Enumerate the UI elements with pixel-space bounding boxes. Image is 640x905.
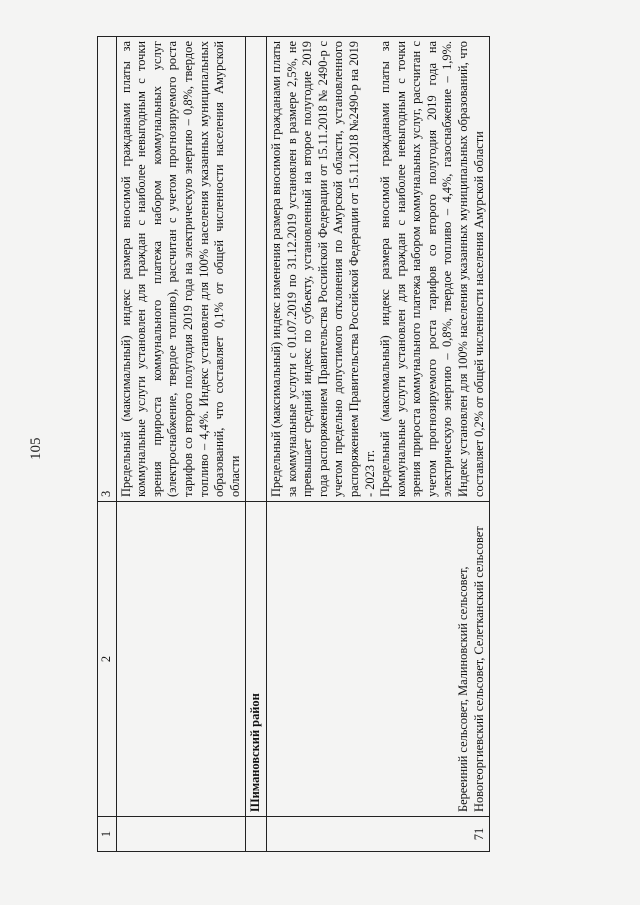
index-paragraph-1: Предельный (максимальный) индекс изменения размера вносимой гражданами платы за коммунальные услуги с 01.07.2019 по 31.12.2019 установлен в размере 2,5%, не превышает средний индекс по субъекту, установленный на второе полугодие 2019 года распоряжением Правительства Российской Федерации от 15.11.2018 № 2490-р с учетом предельно допустимого отклонения по Амурской области, установленного распоряжением Правительства Российской Федерации от 15.11.2018 №2490-р на 2019 - 2023 гг.: [268, 41, 377, 497]
table-header-row: [98, 37, 117, 852]
continued-row-settlements-cell: [116, 502, 246, 817]
continued-row-number-cell: [116, 817, 246, 852]
continued-row-description: Предельный (максимальный) индекс размера вносимой гражданами платы за коммунальные услуги установлен для граждан с наиболее невыгодным с точки зрения прироста коммунального платежа набором коммунальных услуг (электроснабжение, твердое топливо), рассчитан с учетом прогнозируемого роста тарифов со второго полугодия 2019 года на электрическую энергию – 0,8%, твердое топливо – 4,4%. Индекс установлен для 100% населения указанных муниципальных образований, что составляет 0,1% от общей численности населения Амурской области: [116, 37, 246, 502]
settlements-list: Берееиний сельсовет, Малиновский сельсовет, Новогеоргиевский сельсовет, Селетканский сельсовет: [266, 502, 489, 817]
column-header-2: 2: [98, 502, 117, 817]
table-row-district: [246, 37, 267, 852]
rotated-table-container: [97, 41, 610, 852]
district-row-number-cell: [246, 817, 267, 852]
district-row-empty-cell: [246, 37, 267, 502]
row-number: 71: [266, 817, 489, 852]
page-number: 105: [28, 437, 44, 460]
table-row: [266, 37, 489, 852]
table-row-continued: [116, 37, 246, 852]
column-header-3: 3: [98, 37, 117, 502]
row-description-cell: [266, 37, 489, 502]
district-name: Шимановский район: [246, 502, 267, 817]
column-header-1: 1: [98, 817, 117, 852]
index-paragraph-2: Предельный (максимальный) индекс размера вносимой гражданами платы за коммунальные услуги установлен для граждан с наиболее невыгодным с точки зрения прироста коммунального платежа набором коммунальных услуг, рассчитан с учетом прогнозируемого роста тарифов со второго полугодия 2019 года на электрическую энергию – 0,8%, твердое топливо – 4,4%, газоснабжение – 1,9%. Индекс установлен для 100% населения указанных муниципальных образований, что составляет 0,2% от общей численности населения Амурской области: [378, 41, 486, 497]
tariff-index-table: [97, 36, 490, 852]
